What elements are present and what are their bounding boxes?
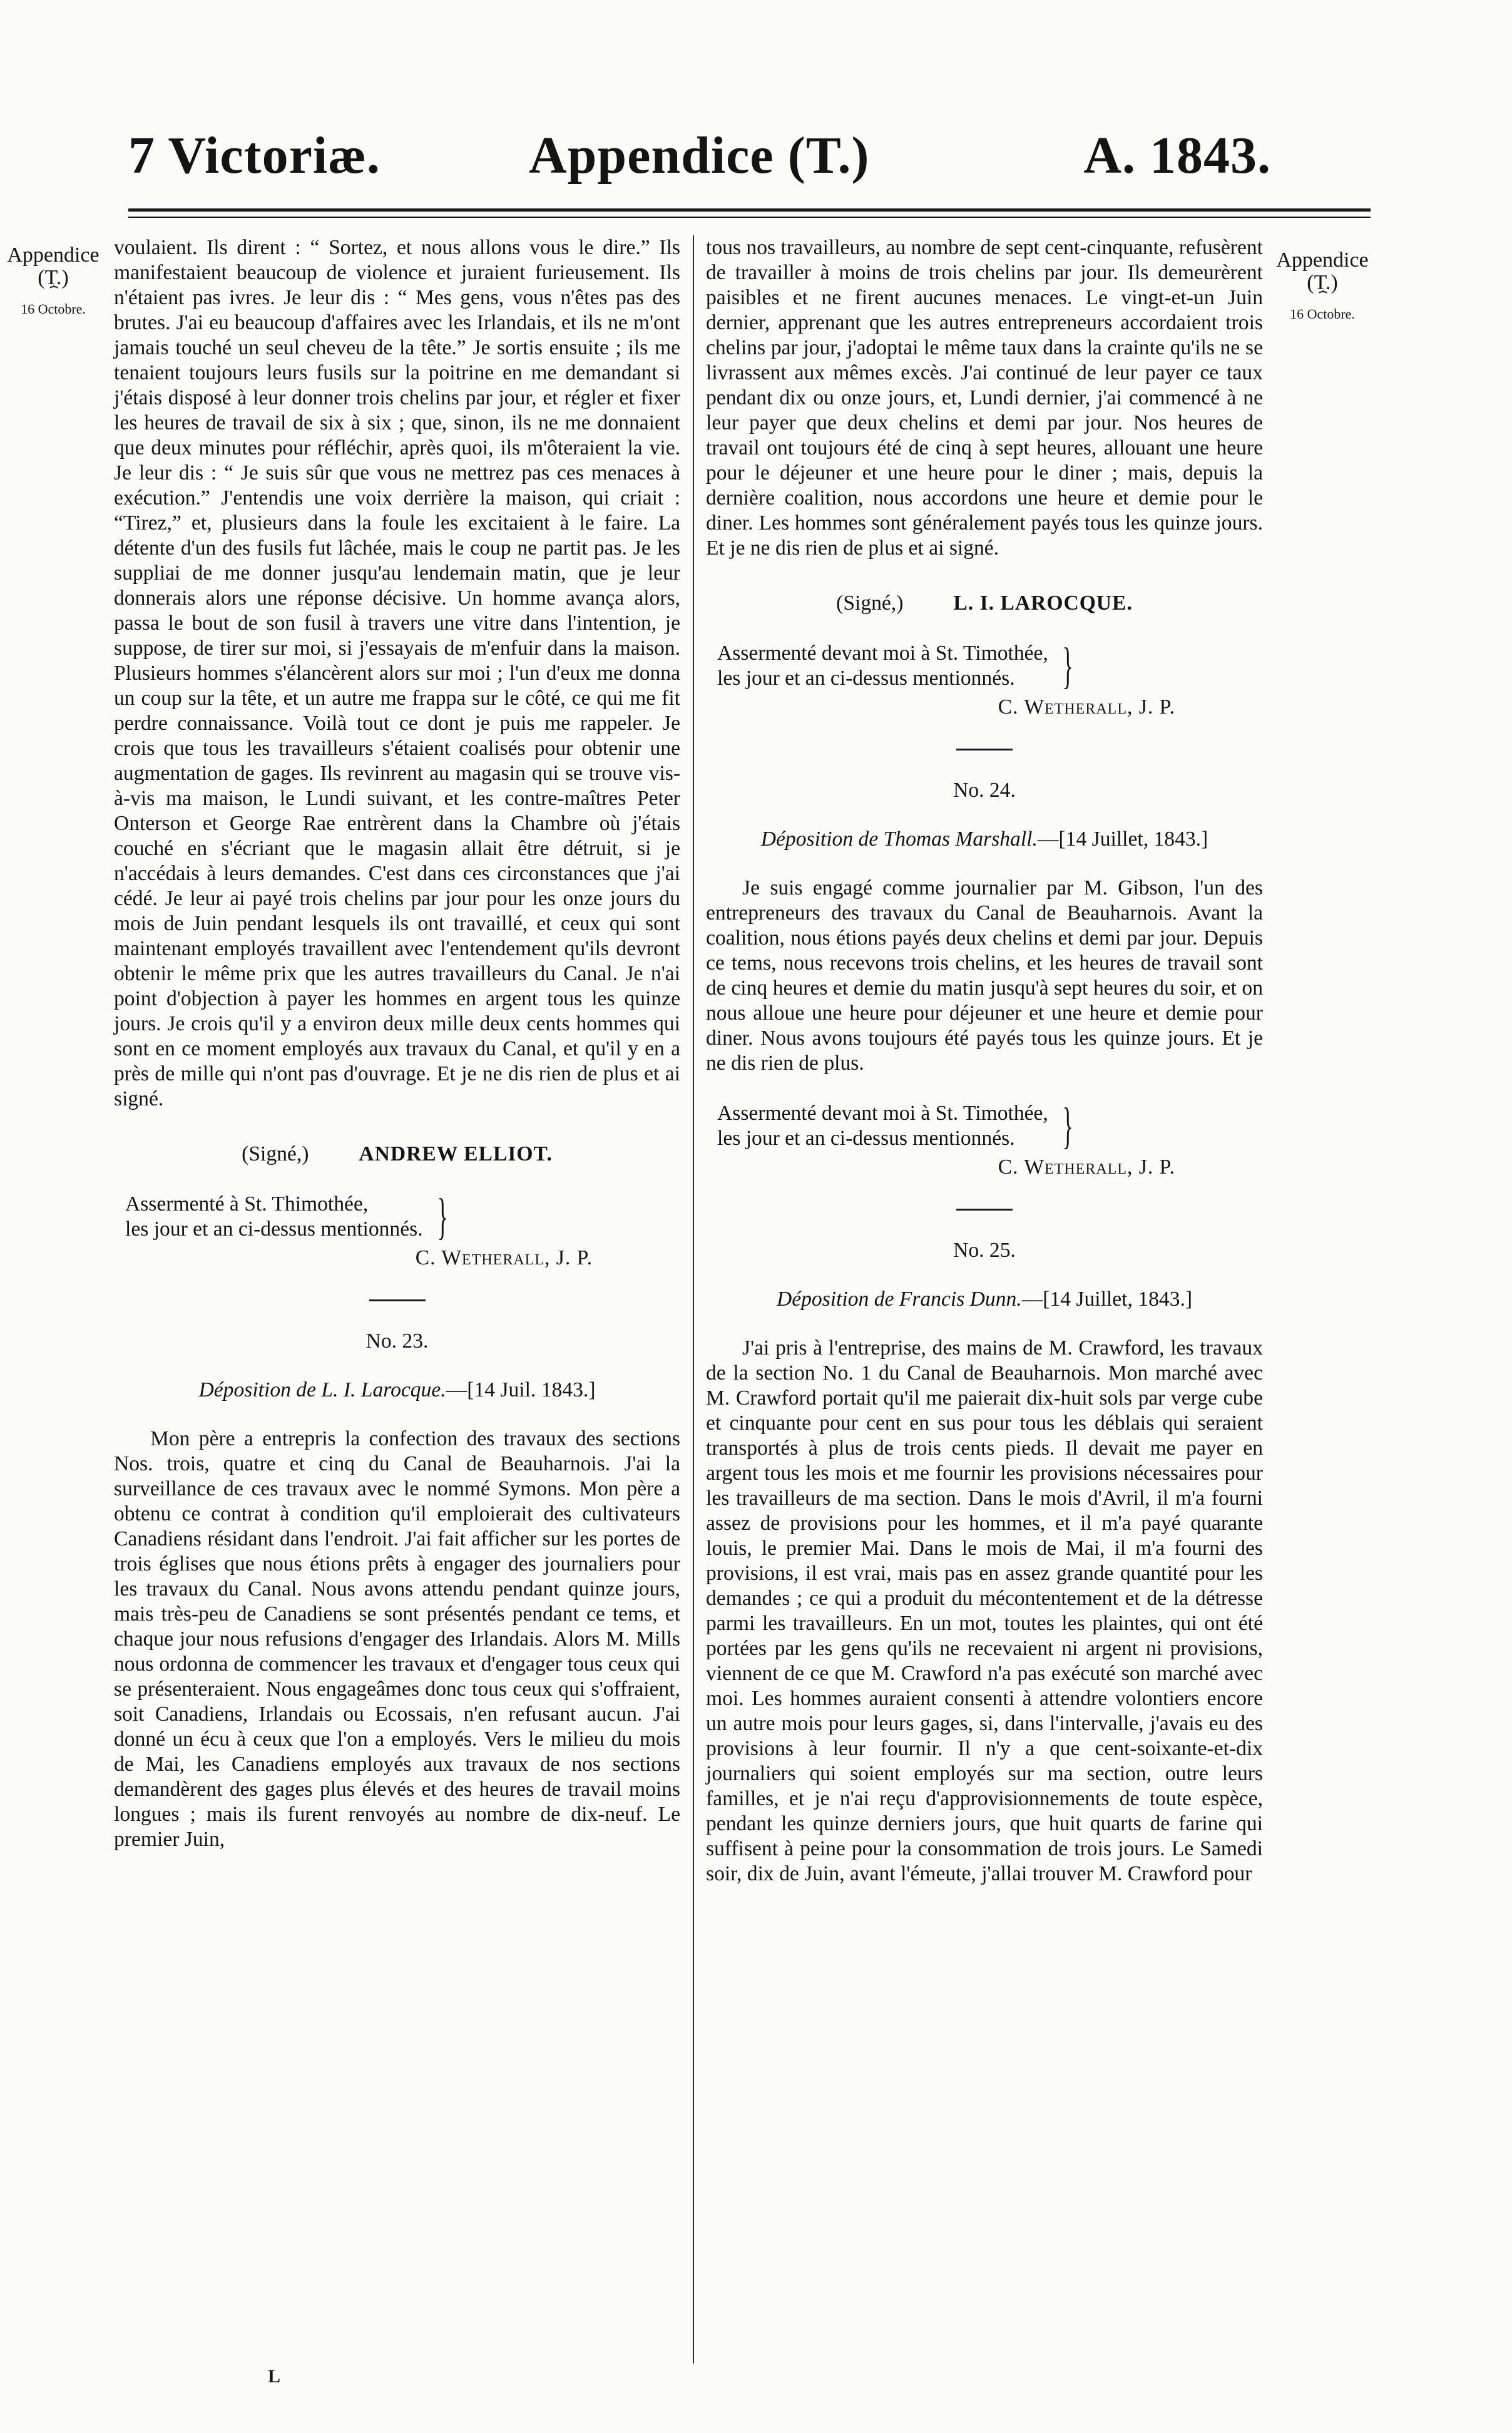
- header-year: A. 1843.: [1083, 126, 1271, 185]
- justice-of-peace: C. Wetherall, J. P.: [998, 1155, 1175, 1179]
- dunn-deposition-text: J'ai pris à l'entreprise, des mains de M. Crawford, les travaux de la section No. 1 du Canal de Beauharnois. Mon marché avec M. Crawford portait qu'il me paierait dix-huit sols par verge cube et cinquante pour cent en sus pour tous les déblais qui seraient transportés à plus de trois cents pieds. Il devait me payer en argent tous les mois et me fournir les provisions nécessaires pour les travailleurs de ma section. Dans le mois d'Avril, il m'a fourni assez de provisions pour les hommes, et il m'a payé quarante louis, le premier Mai. Dans le mois de Mai, il m'a fourni des provisions, il est vrai, mais pas en assez grande quantité pour les demandes ; ce qui a produit du mécontentement et de la détresse parmi les travailleurs. En un mot, toutes les plaintes, qui ont été portées par les gens qu'ils ne recevaient ni argent ni provisions, viennent de ce que M. Crawford n'a pas exécuté son marché avec moi. Les hommes auraient consenti à attendre volontiers encore un autre mois pour leurs gages, si, dans l'intervalle, j'avais eu des provisions à leur fournir. Il n'y a que cent-soixante-et-dix journaliers qui soient employés sur ma section, outre leurs familles, et je n'ai reçu d'approvisionnements de toute espèce, pendant les quinze derniers jours, que huit quarts de farine qui suffisent à peine pour la consommation de trois jours. Le Samedi soir, dix de Juin, avant l'émeute, j'allai trouver M. Crawford pour: [706, 1336, 1263, 1885]
- section-divider: [369, 1299, 426, 1301]
- deposition-number: No. 24.: [953, 779, 1016, 802]
- marshall-deposition-text: Je suis engagé comme journalier par M. Gibson, l'un des entrepreneurs des travaux du Canal de Beauharnois. Avant la coalition, nous étions payés deux chelins et demi par jour. Depuis ce tems, nous recevons trois chelins, et les heures de travail sont de cinq heures et demie du matin jusqu'à sept heures du soir, et on nous alloue une heure pour déjeuner et une heure et demie pour diner. Nous avons toujours été payés tous les quinze jours. Et je ne dis rien de plus.: [706, 876, 1263, 1075]
- deposition-date: —[14 Juillet, 1843.]: [1037, 827, 1208, 851]
- oath-line-2: les jour et an ci-dessus mentionnés.: [717, 1127, 1015, 1150]
- margin-brace: ⏞: [49, 285, 57, 301]
- larocque-deposition-continued: tous nos travailleurs, au nombre de sept cent-cinquante, refusèrent de travailler à moins de trois chelins par jour. Ils demeurèrent paisibles et ne firent aucunes menaces. Le vingt-et-un Juin dernier, apprenant que les autres entrepreneurs accordaient trois chelins par jour, j'adoptai le même taux dans la crainte qu'ils ne se livrassent aux mêmes excès. J'ai continué de leur payer ce taux pendant dix ou onze jours, et, Lundi dernier, j'ai commencé à ne leur payer que deux chelins et demi par jour. Nos heures de travail ont toujours été de cinq à sept heures, allouant une heure pour le déjeuner et une heure pour le diner ; mais, depuis la dernière coalition, nous accordons une heure et demie pour le diner. Les hommes sont généralement payés tous les quinze jours. Et je ne dis rien de plus et ai signé.: [706, 236, 1263, 560]
- deposition-date: —[14 Juillet, 1843.]: [1021, 1288, 1193, 1311]
- margin-date: 16 Octobre.: [21, 301, 86, 317]
- header-rule-thin: [128, 217, 1371, 218]
- margin-brace: ⏞: [1319, 290, 1326, 306]
- oath-block: [717, 1099, 1263, 1154]
- margin-label: Appendice: [7, 243, 100, 267]
- oath-brace: }: [1062, 638, 1073, 694]
- signatory-name: ANDREW ELLIOT.: [359, 1142, 553, 1165]
- deposition-title: Déposition de L. I. Larocque.: [198, 1378, 446, 1401]
- section-divider: [956, 749, 1013, 750]
- signe-label: (Signé,): [242, 1142, 309, 1165]
- deposition-title: Déposition de Francis Dunn.: [776, 1288, 1022, 1311]
- margin-label: Appendice: [1276, 248, 1369, 272]
- signatory-name: L. I. LAROCQUE.: [953, 592, 1133, 615]
- margin-ref: (T.): [1307, 271, 1338, 294]
- deposition-heading: [706, 827, 1263, 852]
- oath-line-1: Assermenté à St. Thimothée,: [125, 1192, 369, 1216]
- header-session: 7 Victoriæ.: [128, 126, 381, 185]
- margin-note-left: [6, 244, 100, 320]
- oath-line-1: Assermenté devant moi à St. Timothée,: [717, 642, 1048, 665]
- deposition-heading: [114, 1378, 680, 1403]
- section-divider: [956, 1209, 1013, 1211]
- margin-note-right: [1263, 249, 1382, 325]
- larocque-deposition-text: Mon père a entrepris la confection des travaux des sections Nos. trois, quatre et cinq du Canal de Beauharnois. J'ai la surveillance de ces travaux avec le nommé Symons. Mon père a obtenu ce contrat à condition qu'il emploierait des cultivateurs Canadiens résidant dans l'endroit. J'ai fait afficher sur les portes de trois églises que nous étions prêts à engager des journaliers pour les travaux du Canal. Nous avons attendu pendant quinze jours, mais très-peu de Canadiens se sont présentés pendant ce tems, et chaque jour nous refusions d'engager des Irlandais. Alors M. Mills nous ordonna de commencer les travaux et d'engager tous ceux qui se présenteraient. Nous engageâmes donc tous ceux qui s'offraient, soit Canadiens, Irlandais ou Ecossais, n'en refusant aucun. J'ai donné un écu à ceux que l'on a employés. Vers le milieu du mois de Mai, les Canadiens employés aux travaux de nos sections demandèrent des gages plus élevés et des heures de travail moins longues ; mais ils furent renvoyés au nombre de dix-neuf. Le premier Juin,: [114, 1427, 680, 1851]
- oath-block: [125, 1189, 680, 1244]
- margin-date: 16 Octobre.: [1290, 306, 1355, 322]
- elliot-deposition-continued: voulaient. Ils dirent : “ Sortez, et nous allons vous le dire.” Ils manifestaient beaucoup de violence et juraient furieusement. Ils n'étaient pas ivres. Je leur dis : “ Mes gens, vous n'êtes pas des brutes. J'ai eu beaucoup d'affaires avec les Irlandais, et ils ne m'ont jamais touché un seul cheveu de la tête.” Je sortis ensuite ; ils me tenaient toujours leurs fusils sur la poitrine en me demandant si j'étais disposé à leur donner trois chelins par jour, et régler et fixer les heures de travail de six à six ; que, sinon, ils ne me donnaient que deux minutes pour réfléchir, après quoi, ils m'ôteraient la vie. Je leur dis : “ Je suis sûr que vous ne mettrez pas ces menaces à exécution.” J'entendis une voix derrière la maison, qui criait : “Tirez,” et, plusieurs dans la foule les excitaient à le faire. La détente d'un des fusils fut lâchée, mais le coup ne partit pas. Je les suppliai de me donner jusqu'au lendemain matin, que je leur donnerais alors une réponse décisive. Un homme avança alors, passa le bout de son fusil à travers une vitre dans l'intention, je suppose, de tirer sur moi, si j'essayais de m'enfuir dans la maison. Plusieurs hommes s'élancèrent alors sur moi ; l'un d'eux me donna un coup sur la tête, et un autre me frappa sur le côté, ce qui me fit perdre connaissance. Voilà tout ce dont je puis me rappeler. Je crois que tous les travailleurs s'étaient coalisés pour obtenir une augmentation de gages. Ils revinrent au magasin qui se trouve vis-à-vis ma maison, le Lundi suivant, et les contre-maîtres Peter Onterson et George Rae entrèrent dans la Chambre où j'étais couché en s'écriant que le magasin allait être détruit, si je n'accédais à leurs demandes. C'est dans ces circonstances que j'ai cédé. Je leur ai payé trois chelins par jour pour les onze jours du mois de Juin pendant lesquels ils ont travaillé, et ceux qui sont maintenant employés travaillent avec l'entendement qu'ils devront obtenir le même prix que les autres travailleurs du Canal. Je n'ai point d'objection à payer les hommes en argent tous les quinze jours. Je crois qu'il y a environ deux mille deux cents hommes qui sont en ce moment employés aux travaux du Canal, et qu'il y en a près de mille qui n'ont pas d'ouvrage. Et je ne dis rien de plus et ai signé.: [114, 236, 680, 1110]
- deposition-number: No. 23.: [365, 1329, 429, 1353]
- justice-of-peace: C. Wetherall, J. P.: [998, 695, 1175, 719]
- deposition-number: No. 25.: [953, 1239, 1016, 1262]
- oath-line-2: les jour et an ci-dessus mentionnés.: [125, 1217, 423, 1241]
- column-divider: [693, 235, 694, 2364]
- oath-line-2: les jour et an ci-dessus mentionnés.: [717, 667, 1015, 690]
- justice-of-peace: C. Wetherall, J. P.: [415, 1246, 593, 1269]
- deposition-date: —[14 Juil. 1843.]: [446, 1378, 596, 1401]
- header-rule-thick: [128, 208, 1371, 212]
- header-title: Appendice (T.): [529, 126, 870, 185]
- signature-mark: L: [268, 2366, 281, 2387]
- signature-line: [706, 591, 1263, 616]
- margin-ref: (T.): [38, 266, 69, 289]
- deposition-title: Déposition de Thomas Marshall.: [760, 827, 1038, 851]
- oath-brace: }: [1062, 1099, 1073, 1154]
- oath-line-1: Assermenté devant moi à St. Timothée,: [717, 1102, 1048, 1125]
- deposition-heading: [706, 1287, 1263, 1312]
- oath-brace: }: [437, 1189, 448, 1244]
- left-column: [114, 235, 680, 1852]
- right-column: [706, 235, 1263, 1887]
- signe-label: (Signé,): [836, 592, 904, 615]
- oath-block: [717, 638, 1263, 694]
- signature-line: [114, 1142, 680, 1167]
